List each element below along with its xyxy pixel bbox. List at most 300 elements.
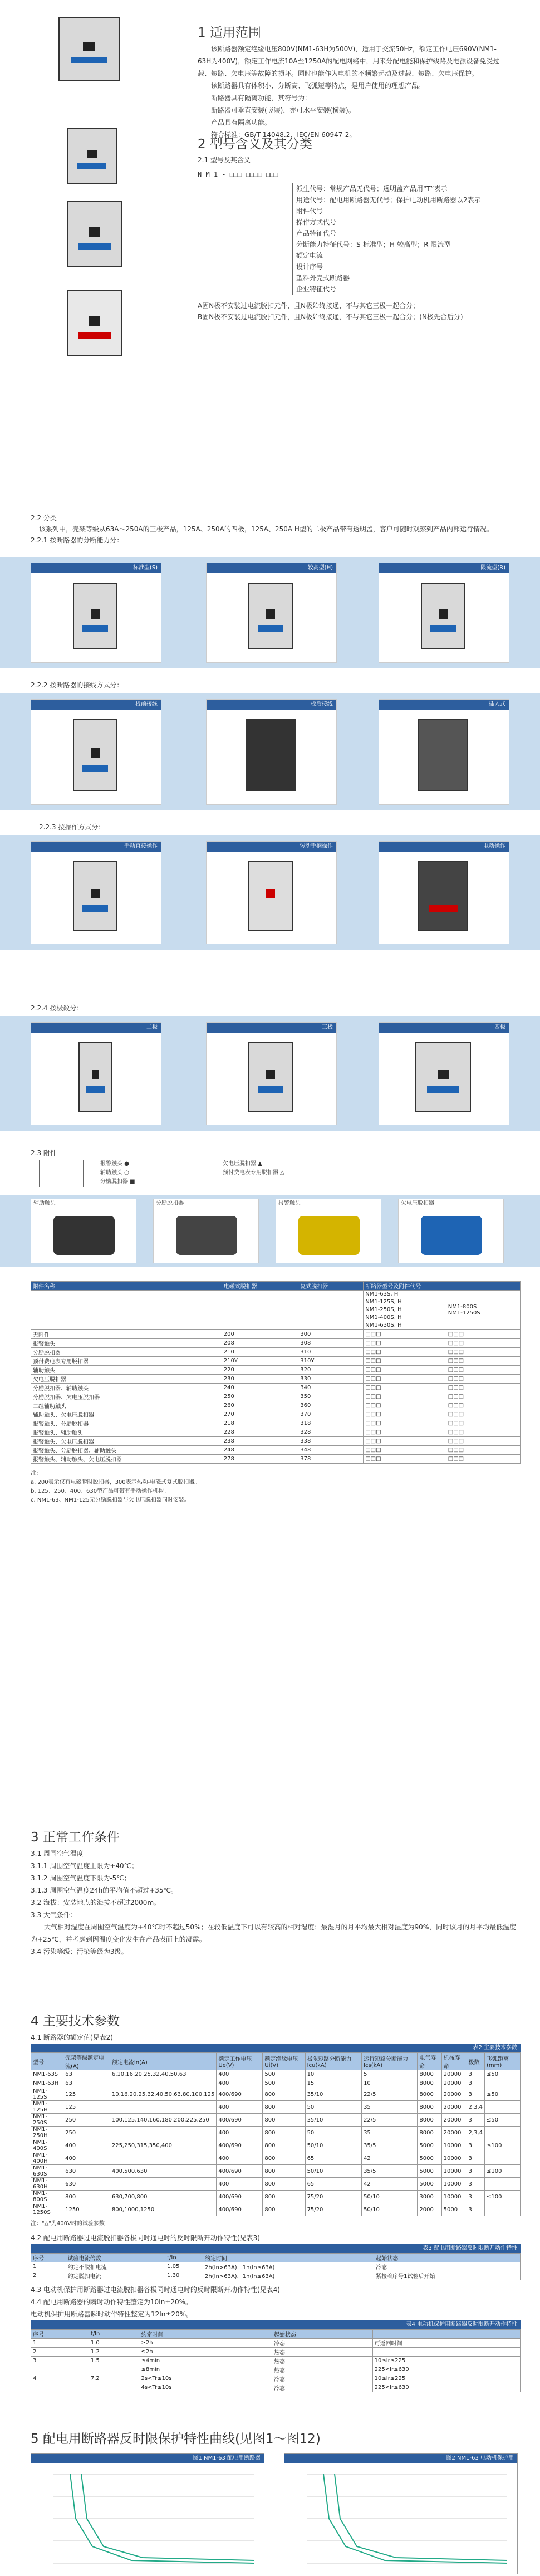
table-row [31, 2348, 521, 2357]
table-cell: 冷态 [374, 2262, 521, 2271]
table-row [31, 1348, 521, 1357]
legend-prepaid: 预付费电表专用脱扣器 △ [223, 1170, 284, 1176]
table-cell: NM1-630S [31, 2165, 63, 2178]
table-cell: 22/5 [362, 2088, 418, 2101]
table-row [31, 1392, 521, 1401]
table-cell: NM1-125H [31, 2101, 63, 2114]
model-meaning-item: 用途代号：配电用断路器无代号；保护电动机用断路器以2表示 [296, 196, 481, 204]
table-cell: ≤100 [484, 2191, 520, 2203]
table-cell: 热态 [272, 2357, 372, 2365]
table-cell: NM1-400H [31, 2152, 63, 2165]
table-cell: 63 [63, 2070, 110, 2079]
section2-title: 2 型号含义及其分类 [198, 137, 312, 151]
table-cell: 400/690 [217, 2139, 263, 2152]
table-cell: 2,3,4 [467, 2127, 484, 2139]
table-row [31, 1366, 521, 1375]
accessory-symbol: □□□ [446, 1410, 520, 1419]
table-cell: 35/10 [305, 2088, 362, 2101]
table-cell: 630 [63, 2165, 110, 2178]
table-cell: 4s<Tr≤10s [139, 2383, 272, 2392]
table-cell: 15 [305, 2079, 362, 2088]
table-row [31, 2127, 521, 2139]
table-cell: 冷态 [272, 2374, 372, 2383]
table-row [31, 2383, 521, 2392]
accessory-symbol: □□□ [364, 1375, 446, 1384]
accessory-code-em: 210Y [222, 1357, 298, 1366]
table-cell: 800 [263, 2165, 305, 2178]
table-cell: 400 [217, 2070, 263, 2079]
table-header: 起始状态 [272, 2330, 372, 2339]
accessory-symbol: □□□ [364, 1410, 446, 1419]
table-cell: 42 [362, 2152, 418, 2165]
model-note-a: A固N极不安装过电流脱扣元件，且N极始终接通，不与其它三极一起合分； [198, 302, 420, 310]
table-cell: 630 [63, 2178, 110, 2191]
table-cell: 35 [362, 2127, 418, 2139]
accessory-name: 分励脱扣器、欠电压脱扣器 [31, 1392, 222, 1401]
table-cell: 400 [217, 2152, 263, 2165]
cond-item: 3.1.3 周围空气温度24h的平均值不超过+35℃。 [31, 1886, 178, 1894]
card-2pole: 二极 [31, 1022, 161, 1125]
table-cell: 紧接着序号1试验后开始 [374, 2271, 521, 2280]
table-cell: 50/10 [362, 2203, 418, 2216]
legend-alarm: 报警触头 ● [100, 1161, 129, 1167]
table-header: 极限短路分断能力Icu(kA) [305, 2053, 362, 2070]
model-meaning-list [292, 183, 521, 295]
accessory-name: 报警触头、欠电压脱扣器 [31, 1437, 222, 1446]
table-cell: 20000 [441, 2079, 467, 2088]
model-meaning-item: 企业特征代号 [296, 285, 337, 293]
accessory-code-thermal: 340 [298, 1384, 364, 1392]
table-cell: ≤100 [484, 2165, 520, 2178]
table-cell: 65 [305, 2152, 362, 2165]
accessory-code-em: 220 [222, 1366, 298, 1375]
accessory-symbol: □□□ [446, 1366, 520, 1375]
table-cell: 35 [362, 2101, 418, 2114]
accessory-symbol: □□□ [364, 1348, 446, 1357]
table-cell: 20000 [441, 2101, 467, 2114]
accessory-code-em: 270 [222, 1410, 298, 1419]
table4-title: 表4 电动机保护用断路器反时限断开动作特性 [31, 2320, 521, 2329]
section1-features: 该断路器具有体积小、分断高、飞弧短等特点，是用户使用的理想产品。 [211, 82, 425, 90]
table-cell [484, 2079, 520, 2088]
table-cell: 75/20 [305, 2203, 362, 2216]
accessory-code-thermal: 310Y [298, 1357, 364, 1366]
model-code: N M 1 - □□□ □□□□ □□□ [198, 170, 278, 178]
table-cell: 1.0 [89, 2339, 139, 2348]
card-4pole: 四极 [379, 1022, 509, 1125]
table-cell: ≤8min [139, 2365, 272, 2374]
accessory-symbol: □□□ [446, 1446, 520, 1455]
table-cell [484, 2101, 520, 2114]
table-cell: 3 [467, 2070, 484, 2079]
table-row [31, 2191, 521, 2203]
accessory-name: 辅助触头 [31, 1366, 222, 1375]
accessory-name: 分励脱扣器 [31, 1348, 222, 1357]
accessory-symbol: □□□ [364, 1419, 446, 1428]
table-cell: 8000 [418, 2088, 441, 2101]
table-cell: 225<Ir≤630 [372, 2383, 520, 2392]
table-cell: 400 [63, 2152, 110, 2165]
legend-shunt: 分励脱扣器 ■ [100, 1179, 135, 1185]
accessory-note-3: c. NM1-63、NM1-125无分励脱扣器与欠电压脱扣器同时安装。 [31, 1497, 190, 1503]
table-cell: 可返回时间 [372, 2339, 520, 2348]
table-row [31, 2271, 521, 2280]
table-cell: 1.5 [89, 2357, 139, 2365]
accessory-code-em: 248 [222, 1446, 298, 1455]
table-cell: 8000 [418, 2101, 441, 2114]
table-cell: 50 [305, 2101, 362, 2114]
model-subtitle: 2.1 型号及其含义 [198, 156, 251, 164]
table-cell [110, 2152, 216, 2165]
wiring-subtitle: 2.2.2 按断路器的接线方式分： [31, 681, 124, 689]
table-cell: 10000 [441, 2165, 467, 2178]
accessory-code-em: 210 [222, 1348, 298, 1357]
accessory-name: 报警触头、辅助触头、欠电压脱扣器 [31, 1455, 222, 1464]
table-cell: 热态 [272, 2348, 372, 2357]
table-cell: 50/10 [305, 2165, 362, 2178]
card-front-wiring: 板前接线 [31, 699, 161, 805]
card-plugin: 插入式 [379, 699, 509, 805]
table-cell: ≤100 [484, 2139, 520, 2152]
accessory-symbol: □□□ [364, 1330, 446, 1339]
table-cell: 7.2 [89, 2374, 139, 2383]
table-cell: 3 [467, 2079, 484, 2088]
accessory-symbol: □□□ [446, 1357, 520, 1366]
table-cell: 冷态 [272, 2339, 372, 2348]
card-electric: 电动操作 [379, 841, 509, 944]
table-cell: 400 [217, 2101, 263, 2114]
table-cell: 10≤Ir≤225 [372, 2374, 520, 2383]
cond-item: 3.1.1 周围空气温度上限为+40℃； [31, 1862, 139, 1870]
table-cell [484, 2178, 520, 2191]
table-cell: 8000 [418, 2079, 441, 2088]
model-meaning-item: 产品特征代号 [296, 229, 337, 237]
table-cell: 3 [467, 2152, 484, 2165]
table-row [31, 2139, 521, 2152]
table-cell: ≤50 [484, 2070, 520, 2079]
table-row [31, 1419, 521, 1428]
table-cell: 800 [263, 2139, 305, 2152]
table-row [31, 1410, 521, 1419]
table-cell: 250 [63, 2114, 110, 2127]
legend-undervoltage: 欠电压脱扣器 ▲ [223, 1161, 262, 1167]
table-row [31, 1446, 521, 1455]
table-cell: 5 [362, 2070, 418, 2079]
ratings-table [31, 2052, 521, 2216]
table-row [31, 1357, 521, 1366]
table-cell [484, 2127, 520, 2139]
table-cell: 225<Ir≤630 [372, 2365, 520, 2374]
accessory-symbol: □□□ [364, 1384, 446, 1392]
table-cell: NM1-125S [31, 2088, 63, 2101]
accessory-code-em: 250 [222, 1392, 298, 1401]
card-alarm-contact: 报警触头 [276, 1199, 381, 1263]
accessory-name: 欠电压脱扣器 [31, 1375, 222, 1384]
table3-title: 表3 配电用断路器反时限断开动作特性 [31, 2244, 521, 2253]
table-cell: 约定脱扣电流 [66, 2271, 165, 2280]
table-row [31, 2088, 521, 2101]
accessory-name: 报警触头、分励脱扣器 [31, 1419, 222, 1428]
table-row [31, 2079, 521, 2088]
table-header: 额定绝缘电压Ui(V) [263, 2053, 305, 2070]
table-cell: 3 [31, 2357, 89, 2365]
table-cell [110, 2101, 216, 2114]
accessory-name: 二组辅助触头 [31, 1401, 222, 1410]
cond-item: 大气相对湿度在周围空气温度为+40℃时不超过50%；在较低温度下可以有较高的相对湿度；最湿月的月平均最大相对湿度为90%，同时该月的月平均最低温度为+25℃，并考虑到因温度变化发生在产品表面上的凝露。 [31, 1923, 517, 1943]
table-cell: 10000 [441, 2191, 467, 2203]
table-header: 极数 [467, 2053, 484, 2070]
table-cell: 2 [31, 2271, 66, 2280]
accessory-code-em: 208 [222, 1339, 298, 1348]
curve-1-svg [31, 2463, 264, 2574]
table-header: 试验电流倍数 [66, 2254, 165, 2262]
table-cell [31, 2383, 89, 2392]
breaker-product-image-2 [67, 128, 117, 184]
accessory-code-em: 260 [222, 1401, 298, 1410]
table-cell: 1 [31, 2339, 89, 2348]
table-cell: 5000 [441, 2203, 467, 2216]
table-cell: 400 [217, 2178, 263, 2191]
table-cell: 630,700,800 [110, 2191, 216, 2203]
model-meaning-item: 设计序号 [296, 263, 323, 271]
accessory-symbol: □□□ [446, 1428, 520, 1437]
table-cell: NM1-250H [31, 2127, 63, 2139]
ratings-subtitle: 4.1 断路器的额定值(见表2) [31, 2034, 113, 2041]
table-cell: 400 [63, 2139, 110, 2152]
accessory-code-thermal: 370 [298, 1410, 364, 1419]
card-rear-wiring: 板后接线 [206, 699, 337, 805]
section5-title: 5 配电用断路器反时限保护特性曲线(见图1～图12) [31, 2432, 321, 2446]
table-cell: 2s<Tr≤10s [139, 2374, 272, 2383]
curve-chart-1: 图1 NM1-63 配电用断路器 [31, 2453, 264, 2574]
table-row [31, 2339, 521, 2348]
accessory-code-em: 238 [222, 1437, 298, 1446]
table-row [31, 2070, 521, 2079]
curve-2-line-upper [335, 2474, 507, 2560]
table-cell: 400/690 [217, 2088, 263, 2101]
breaker-product-image-3 [67, 201, 122, 267]
table-cell: 42 [362, 2178, 418, 2191]
table-cell: 800 [263, 2152, 305, 2165]
section1-standard: 符合标准：GB/T 14048.2、IEC/EN 60947-2。 [211, 131, 356, 139]
table-cell: 10 [305, 2070, 362, 2079]
table-cell: 22/5 [362, 2114, 418, 2127]
table-cell: 2h(In>63A)，1h(In≤63A) [203, 2262, 374, 2271]
table-cell: 800 [263, 2088, 305, 2101]
table-cell: 400 [217, 2127, 263, 2139]
accessory-symbol: □□□ [446, 1339, 520, 1348]
card-standard: 标准型(S) [31, 563, 161, 663]
card-3pole: 三极 [206, 1022, 337, 1125]
table-cell: 50/10 [305, 2139, 362, 2152]
table-cell [372, 2348, 520, 2357]
table-cell: 800 [63, 2191, 110, 2203]
accessory-symbol: □□□ [446, 1455, 520, 1464]
table-cell: 2,3,4 [467, 2101, 484, 2114]
table3 [31, 2253, 521, 2280]
table-cell: 800,1000,1250 [110, 2203, 216, 2216]
table-cell: 800 [263, 2127, 305, 2139]
table-row [31, 1437, 521, 1446]
table-cell: 3 [467, 2165, 484, 2178]
table-row [31, 2374, 521, 2383]
section45-title: 电动机保护用断路器瞬时动作特性整定为12In±20%。 [31, 2310, 193, 2318]
cond-item: 3.4 污染等级：污染等级为3级。 [31, 1948, 128, 1956]
table-cell: 800 [263, 2178, 305, 2191]
table-cell [89, 2365, 139, 2374]
accessory-code-thermal: 308 [298, 1339, 364, 1348]
card-shunt-release: 分励脱扣器 [153, 1199, 259, 1263]
model-meaning-item: 额定电流 [296, 252, 323, 260]
table-cell: 250 [63, 2127, 110, 2139]
table-row [31, 1384, 521, 1392]
table-cell [110, 2079, 216, 2088]
table-header: 序号 [31, 2254, 66, 2262]
accessories-title: 2.3 附件 [31, 1149, 57, 1157]
table-header: 约定时间 [203, 2254, 374, 2262]
table-row [31, 2365, 521, 2374]
table-header: 壳架等级额定电流(A) [63, 2053, 110, 2070]
accessory-code-thermal: 330 [298, 1375, 364, 1384]
section1-paragraph: 该断路器额定绝缘电压800V(NM1-63H为500V)，适用于交流50Hz，额定工作电压690V(NM1-63H为400V)，额定工作电流10A至1250A的配电网络中，用来分配电能和保护线路及电源设备免受过载、短路、欠电压等故障的损坏。同时也能作为电机的不频繁起动及过载、短路、欠电压保护。 [198, 45, 500, 77]
table-row [31, 2152, 521, 2165]
table-header: 额定工作电压Ue(V) [217, 2053, 263, 2070]
card-high: 较高型(H) [206, 563, 337, 663]
accessory-code-thermal: 318 [298, 1419, 364, 1428]
model-note-b: B固N极不安装过电流脱扣元件，且N极始终接通，不与其它三极一起合分；(N极先合后分) [198, 313, 463, 321]
table-cell: 20000 [441, 2070, 467, 2079]
accessory-code-thermal: 328 [298, 1428, 364, 1437]
accessory-name: 无附件 [31, 1330, 222, 1339]
table-cell [31, 2365, 89, 2374]
accessory-code-thermal: 348 [298, 1446, 364, 1455]
table-cell: 800 [263, 2114, 305, 2127]
table-cell: 5000 [418, 2139, 441, 2152]
table-cell: NM1-1250S [31, 2203, 63, 2216]
breaker-product-image-1 [58, 17, 120, 81]
table-row [31, 2165, 521, 2178]
table-cell: ≤50 [484, 2088, 520, 2101]
table-cell: 5000 [418, 2165, 441, 2178]
classification-paragraph: 该系列中，壳架等级从63A～250A的三极产品，125A、250A的四极，125A、250A H型的二极产品带有透明盖，客户可随时观察到产品内部运行情况。 [39, 525, 493, 533]
table-cell: NM1-63H [31, 2079, 63, 2088]
accessory-symbol: □□□ [364, 1428, 446, 1437]
cond-item: 3.1.2 周围空气温度下限为-5℃； [31, 1874, 131, 1882]
cond-item: 3.2 海拔：安装地点的海拔不超过2000m。 [31, 1899, 161, 1907]
accessory-code-thermal: 360 [298, 1401, 364, 1410]
accessory-symbol: □□□ [446, 1401, 520, 1410]
table-cell [110, 2127, 216, 2139]
table-cell: 400/690 [217, 2165, 263, 2178]
accessory-symbol: □□□ [364, 1401, 446, 1410]
table-cell: 35/5 [362, 2165, 418, 2178]
table-cell: 35/10 [305, 2114, 362, 2127]
table-cell: 400/690 [217, 2191, 263, 2203]
accessory-code-em: 200 [222, 1330, 298, 1339]
table-cell: 3 [467, 2203, 484, 2216]
accessory-table: 附件名称 电磁式脱扣器 复式脱扣器 断路器型号及附件代号 NM1-63S, H NM1-125S, H NM1-250S, H NM1-400S, H NM1-630S, H NM1-800S NM1-1250S 无附件 200 300 □□□ □□□ 报警触头 208 308 □□□ □□□ 分励脱扣器 210 310 □□□ □□□ 预付费电表专用脱扣器 210Y 310Y □□□ □□□ 辅助触头 220 320 □□□ □□□ 欠电压脱扣器 230 330 □□□ □□□ 分励脱扣器、辅助触头 240 340 □□□ □□□ 分励脱扣器、欠电压脱扣器 250 350 □□□ □□□ 二组辅助触头 260 360 □□□ □□□ 辅助触头、欠电压脱扣器 270 370 □□□ □□□ 报警触头、分励脱扣器 218 318 □□□ □□□ 报警触头、辅助触头 228 328 □□□ □□□ 报警触头、欠电压脱扣器 238 338 □□□ □□□ 报警触头、分励脱扣器、辅助触头 248 348 □□□ □□□ 报警触头、辅助触头、欠电压脱扣器 278 378 □□□ □□□ [31, 1281, 521, 1464]
table-cell: NM1-630H [31, 2178, 63, 2191]
table-row [31, 1339, 521, 1348]
table-cell: 1 [31, 2262, 66, 2271]
table-cell: 1.2 [89, 2348, 139, 2357]
section43-title: 4.3 电动机保护用断路器过电流脱扣器各极同时通电时的反时限断开动作特性(见表4) [31, 2286, 280, 2294]
table-cell: 热态 [272, 2365, 372, 2374]
table-cell [110, 2178, 216, 2191]
section44-title: 4.4 配电用断路器的瞬时动作特性整定为10In±20%。 [31, 2298, 193, 2306]
table-row [31, 2262, 521, 2271]
table-cell: 800 [263, 2203, 305, 2216]
table-cell: 225,250,315,350,400 [110, 2139, 216, 2152]
table-cell: 20000 [441, 2088, 467, 2101]
accessory-symbol: □□□ [364, 1455, 446, 1464]
accessory-symbol: □□□ [446, 1375, 520, 1384]
accessory-code-thermal: 378 [298, 1455, 364, 1464]
table-cell: ≥2h [139, 2339, 272, 2348]
table-cell: 10,16,20,25,32,40,50,63,80,100,125 [110, 2088, 216, 2101]
accessory-symbol: □□□ [446, 1384, 520, 1392]
card-rotary: 转动手柄操作 [206, 841, 337, 944]
table-cell: 10000 [441, 2152, 467, 2165]
operation-subtitle: 2.2.3 按操作方式分： [39, 823, 105, 831]
table-row [31, 1401, 521, 1410]
table-cell: 8000 [418, 2127, 441, 2139]
accessory-code-thermal: 320 [298, 1366, 364, 1375]
accessory-position-diagram [39, 1160, 84, 1187]
accessory-name: 预付费电表专用脱扣器 [31, 1357, 222, 1366]
table-header: 运行短路分断能力Ics(kA) [362, 2053, 418, 2070]
table-cell: ≤4min [139, 2357, 272, 2365]
table-cell: NM1-400S [31, 2139, 63, 2152]
table-cell: 10000 [441, 2178, 467, 2191]
table-header: 机械寿命 [441, 2053, 467, 2070]
classification-title: 2.2 分类 [31, 514, 57, 522]
accessory-note-1: a. 200表示仅有电磁瞬时脱扣器，300表示热动-电磁式复式脱扣器。 [31, 1479, 200, 1485]
section1-isolation: 产品具有隔离功能。 [211, 119, 272, 126]
table-header: 型号 [31, 2053, 63, 2070]
model-meaning-item: 操作方式代号 [296, 218, 337, 226]
table-cell: 3 [467, 2088, 484, 2101]
accessory-code-em: 230 [222, 1375, 298, 1384]
table-cell: 冷态 [272, 2383, 372, 2392]
section42-title: 4.2 配电用断路器过电流脱扣器各极同时通电时的反时限断开动作特性(见表3) [31, 2234, 260, 2242]
breaker-product-image-4 [67, 290, 122, 356]
legend-aux: 辅助触头 ○ [100, 1170, 129, 1176]
card-manual: 手动直接操作 [31, 841, 161, 944]
table-row [31, 2178, 521, 2191]
table-cell: 1.30 [165, 2271, 203, 2280]
breaking-capacity-subtitle: 2.2.1 按断路器的分断能力分： [31, 536, 124, 544]
accessory-symbol: □□□ [364, 1366, 446, 1375]
table-row [31, 1428, 521, 1437]
table-cell: NM1-800S [31, 2191, 63, 2203]
table-header: t/In [165, 2254, 203, 2262]
accessory-symbol: □□□ [364, 1339, 446, 1348]
table-cell: 2 [31, 2348, 89, 2357]
table-cell: 50/10 [362, 2191, 418, 2203]
table-cell: 75/20 [305, 2191, 362, 2203]
accessory-code-em: 218 [222, 1419, 298, 1428]
accessory-symbol: □□□ [446, 1330, 520, 1339]
table-cell: 500 [263, 2070, 305, 2079]
table-cell: 125 [63, 2088, 110, 2101]
accessory-symbol: □□□ [446, 1392, 520, 1401]
card-limiting: 限流型(R) [379, 563, 509, 663]
table-cell: ≤50 [484, 2114, 520, 2127]
table-cell: 3 [467, 2178, 484, 2191]
accessory-code-em: 228 [222, 1428, 298, 1437]
accessory-symbol: □□□ [446, 1348, 520, 1357]
